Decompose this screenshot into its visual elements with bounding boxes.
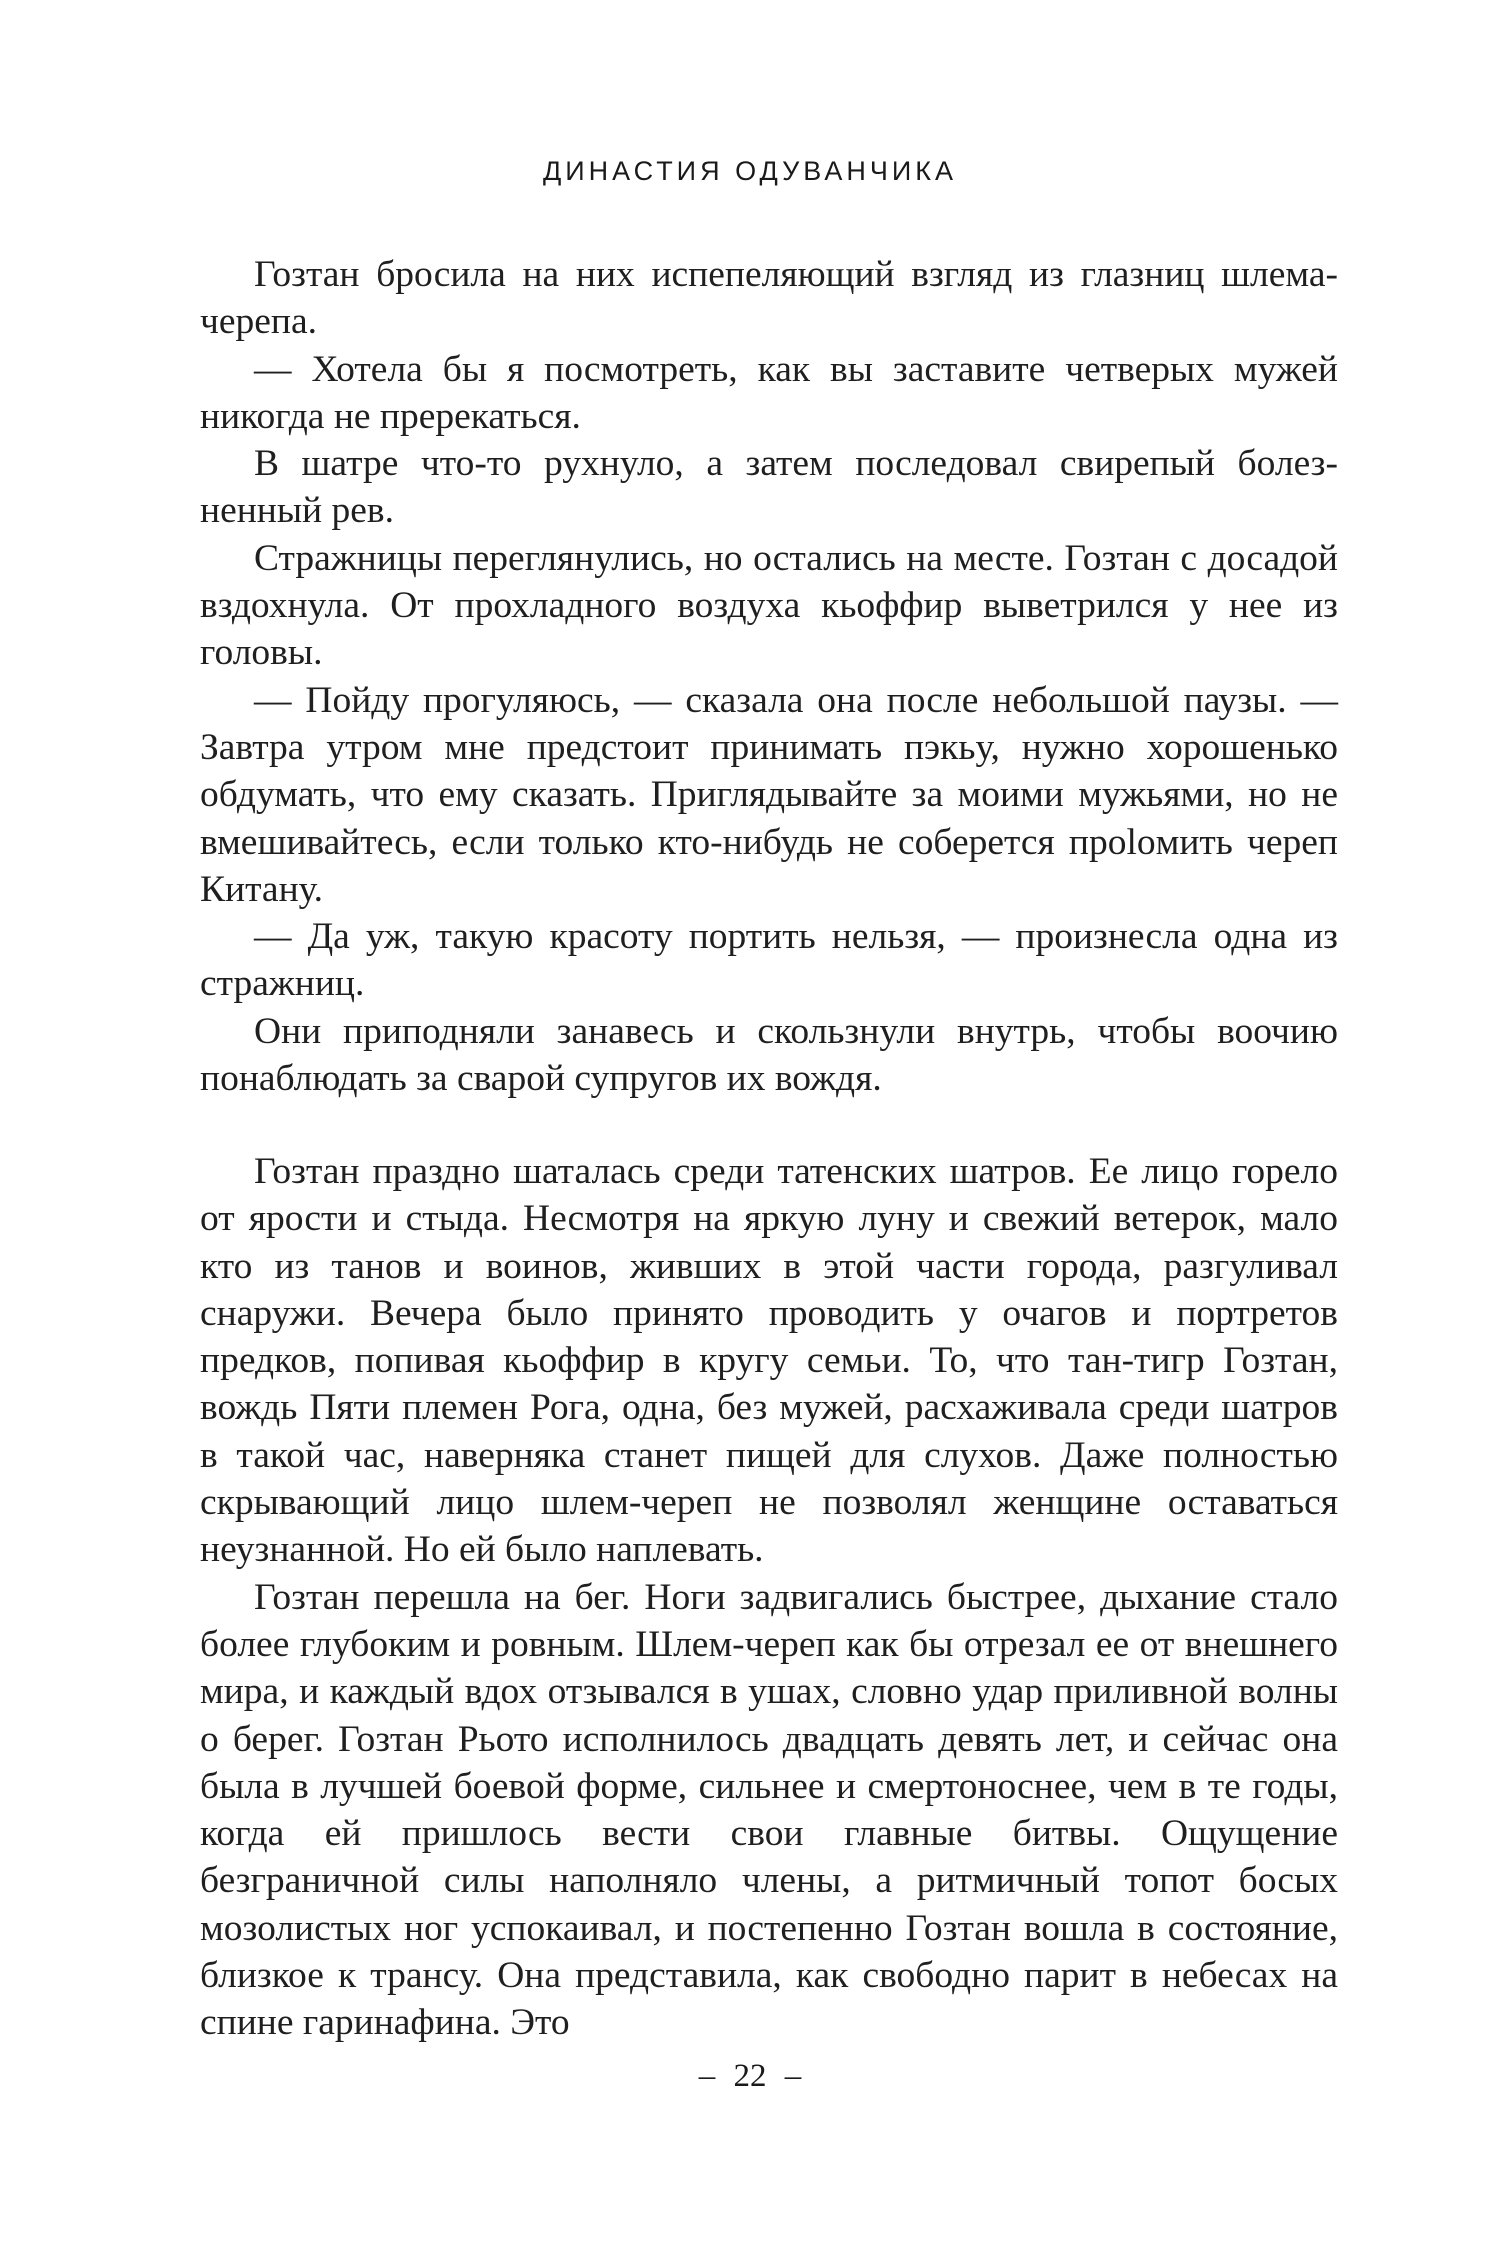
paragraph: Стражницы переглянулись, но остались на месте. Гозтан с досадой вздохнула. От прохладного воздуха кьоффир выветрился у нее из головы.	[200, 537, 1338, 674]
paragraph: — Пойду прогуляюсь, — сказала она после небольшой паузы. — Завтра утром мне предстоит принимать пэкьу, нужно хорошенько обдумать, что ему сказать. Приглядывайте за моими мужьями, но не вмешивайтесь, если только кто-нибудь не соберется прoloмить череп Китану.	[200, 679, 1338, 910]
page-number: – 22 –	[698, 2058, 802, 2094]
paragraph: В шатре что-то рухнуло, а затем последовал свирепый болезненный рев.	[200, 443, 1338, 532]
text-section-2	[200, 1148, 1338, 2047]
paragraph: Они приподняли занавесь и скользнули внутрь, чтобы воочию понаблюдать за сварой супругов их вождя.	[200, 1010, 1338, 1100]
paragraph: Гозтан праздно шаталась среди татенских шатров. Ее лицо горело от ярости и стыда. Несмотря на яркую луну и свежий ветерок, мало кто из танов и воинов, живших в этой части города, разгуливал снаружи. Вечера было принято проводить у очагов и портретов предков, попивая кьоффир в кругу семьи. То, что тан-тигр Гозтан, вождь Пяти племен Рога, одна, без мужей, расхаживала среди шатров в такой час, наверняка станет пищей для слухов. Даже полностью скрывающий лицо шлем-череп не позволял женщине оставаться неузнанной. Но ей было наплевать.	[200, 1151, 1338, 1571]
paragraph: Гозтан бросила на них испепеляющий взгляд из глазниц шлема-черепа.	[200, 254, 1338, 343]
paragraph: Гозтан перешла на бег. Ноги задвигались быстрее, дыхание стало более глубоким и ровным. Шлем-череп как бы отрезал ее от внешнего мира, и каждый вдох отзывался в ушах, словно удар приливной волны о берег. Гозтан Рьото исполнилось двадцать девять лет, и сейчас она была в лучшей боевой форме, сильнее и смертоноснее, чем в те годы, когда ей пришлось вести свои главные битвы. Ощущение безграничной силы наполняло члены, а ритмичный топот босых мозолистых ног успокаивал, и постепенно Гозтан вошла в состояние, близкое к трансу. Она представила, как свободно парит в небесах на спине гаринафина. Это	[200, 1576, 1338, 2044]
paragraph: — Да уж, такую красоту портить нельзя, — произнесла одна из стражниц.	[200, 916, 1338, 1005]
running-title: ДИНАСТИЯ ОДУВАНЧИКА	[542, 156, 957, 186]
text-section-1	[200, 251, 1338, 1102]
paragraph: — Хотела бы я посмотреть, как вы заставите четверых мужей никогда не пререкаться.	[200, 348, 1338, 437]
